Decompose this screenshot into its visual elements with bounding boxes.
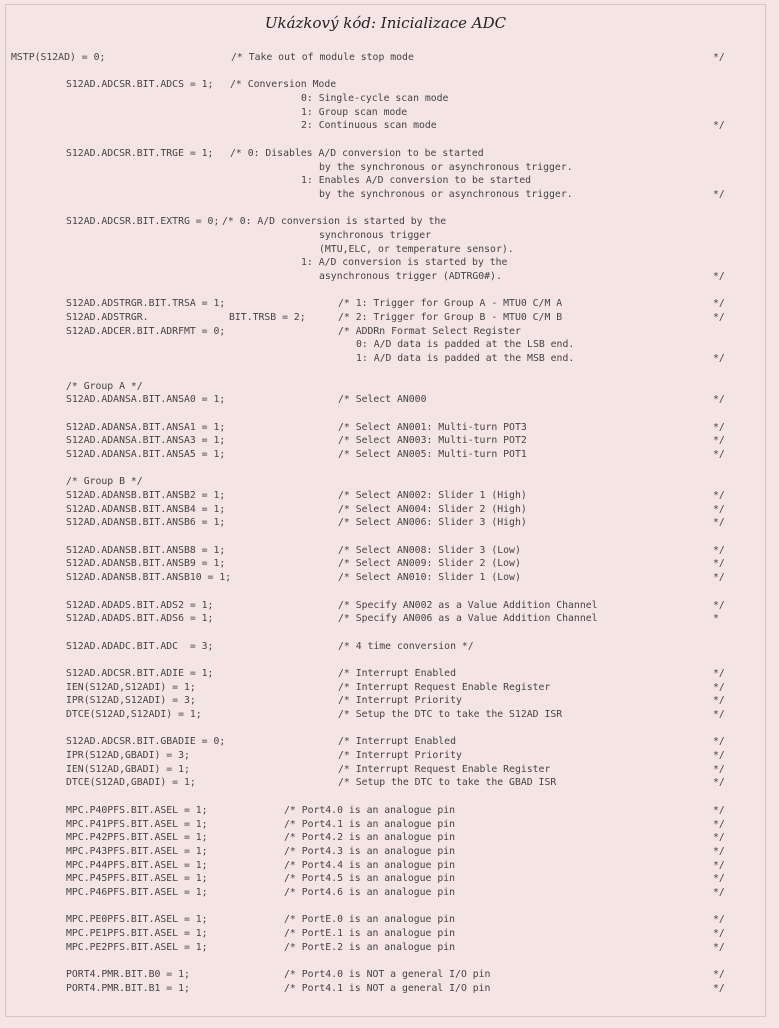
code-line xyxy=(11,708,761,722)
code-listing xyxy=(11,51,761,995)
comment-end: */ xyxy=(713,804,725,816)
comment-end: */ xyxy=(713,832,725,844)
code-comment: /* Interrupt Priority xyxy=(338,695,462,707)
code-comment: /* Port4.1 is an analogue pin xyxy=(284,818,456,830)
code-comment: /* Interrupt Priority xyxy=(338,750,462,762)
blank-line xyxy=(11,366,761,380)
comment-end: */ xyxy=(713,188,725,200)
code-comment: /* Select AN009: Slider 2 (Low) xyxy=(338,558,521,570)
comment-end: */ xyxy=(713,873,725,885)
comment-end: */ xyxy=(713,435,725,447)
code-statement: MPC.P43PFS.BIT.ASEL = 1; xyxy=(66,845,208,857)
comment-end: */ xyxy=(713,818,725,830)
code-comment: /* Port4.3 is an analogue pin xyxy=(284,845,456,857)
document-page xyxy=(5,4,766,1017)
code-comment: /* Port4.5 is an analogue pin xyxy=(284,873,456,885)
code-line xyxy=(11,297,761,311)
comment-end: */ xyxy=(713,490,725,501)
code-comment: 1: Group scan mode xyxy=(301,106,408,118)
code-line xyxy=(11,393,761,407)
code-statement: MPC.PE2PFS.BIT.ASEL = 1; xyxy=(66,941,208,953)
code-statement: S12AD.ADCSR.BIT.EXTRG = 0; xyxy=(66,216,220,228)
code-line xyxy=(11,78,761,92)
code-comment: /* PortE.0 is an analogue pin xyxy=(284,914,456,926)
code-line xyxy=(11,161,761,175)
code-statement: DTCE(S12AD,GBADI) = 1; xyxy=(66,777,196,789)
comment-end: */ xyxy=(713,298,725,310)
code-statement: S12AD.ADADS.BIT.ADS6 = 1; xyxy=(66,613,214,625)
code-line xyxy=(11,119,761,133)
blank-line xyxy=(11,462,761,476)
code-statement: S12AD.ADSTRGR. xyxy=(66,312,149,324)
code-statement: MSTP(S12AD) = 0; xyxy=(11,52,106,63)
code-statement: S12AD.ADADS.BIT.ADS2 = 1; xyxy=(66,599,214,611)
code-statement: /* Group B */ xyxy=(66,476,143,488)
code-comment: /* Interrupt Request Enable Register xyxy=(338,763,551,775)
code-statement: S12AD.ADANSB.BIT.ANSB10 = 1; xyxy=(66,572,232,584)
code-comment: /* Port4.0 is an analogue pin xyxy=(284,804,456,816)
code-statement: S12AD.ADANSA.BIT.ANSA5 = 1; xyxy=(66,448,226,460)
blank-line xyxy=(11,202,761,216)
blank-line xyxy=(11,722,761,736)
comment-end: */ xyxy=(713,982,725,994)
code-line xyxy=(11,229,761,243)
code-statement: MPC.P41PFS.BIT.ASEL = 1; xyxy=(66,818,208,830)
code-comment: /* Port4.6 is an analogue pin xyxy=(284,886,456,898)
code-line xyxy=(11,763,761,777)
code-comment: /* Select AN000 xyxy=(338,394,427,406)
code-statement: MPC.PE0PFS.BIT.ASEL = 1; xyxy=(66,914,208,926)
code-line xyxy=(11,968,761,982)
comment-end: */ xyxy=(713,928,725,939)
code-line xyxy=(11,215,761,229)
blank-line xyxy=(11,407,761,421)
code-statement: IEN(S12AD,S12ADI) = 1; xyxy=(66,681,196,693)
code-comment: /* Select AN005: Multi-turn POT1 xyxy=(338,448,527,460)
code-line xyxy=(11,147,761,161)
code-statement: S12AD.ADANSB.BIT.ANSB8 = 1; xyxy=(66,544,226,556)
code-comment: /* Select AN002: Slider 1 (High) xyxy=(338,490,527,501)
code-line xyxy=(11,434,761,448)
code-line xyxy=(11,188,761,202)
code-line xyxy=(11,516,761,530)
code-line xyxy=(11,913,761,927)
comment-end: */ xyxy=(713,777,725,789)
code-line xyxy=(11,243,761,257)
code-comment: /* Select AN008: Slider 3 (Low) xyxy=(338,544,521,556)
code-comment: /* Interrupt Enabled xyxy=(338,667,456,679)
code-line xyxy=(11,612,761,626)
code-line xyxy=(11,804,761,818)
comment-end: */ xyxy=(713,695,725,707)
blank-line xyxy=(11,626,761,640)
code-line xyxy=(11,448,761,462)
code-statement: S12AD.ADANSA.BIT.ANSA0 = 1; xyxy=(66,394,226,406)
code-comment: /* PortE.2 is an analogue pin xyxy=(284,941,456,953)
code-comment: /* 1: Trigger for Group A - MTU0 C/M A xyxy=(338,298,563,310)
code-statement: S12AD.ADCSR.BIT.GBADIE = 0; xyxy=(66,736,226,748)
comment-end: */ xyxy=(713,599,725,611)
code-line xyxy=(11,599,761,613)
code-line xyxy=(11,872,761,886)
comment-end: */ xyxy=(713,572,725,584)
code-comment: /* Conversion Mode xyxy=(230,79,337,91)
code-statement: S12AD.ADCER.BIT.ADRFMT = 0; xyxy=(66,325,226,337)
code-comment: 2: Continuous scan mode xyxy=(301,120,437,132)
code-comment: /* Specify AN002 as a Value Addition Channel xyxy=(338,599,598,611)
code-statement: S12AD.ADANSA.BIT.ANSA3 = 1; xyxy=(66,435,226,447)
comment-end: */ xyxy=(713,271,725,282)
comment-end: */ xyxy=(713,667,725,679)
comment-end: */ xyxy=(713,421,725,433)
code-comment: by the synchronous or asynchronous trigger. xyxy=(319,188,573,200)
code-comment: /* Specify AN006 as a Value Addition Channel xyxy=(338,613,598,625)
blank-line xyxy=(11,530,761,544)
comment-end: */ xyxy=(713,448,725,460)
code-statement: S12AD.ADADC.BIT.ADC = 3; xyxy=(66,640,214,652)
code-line xyxy=(11,338,761,352)
code-line xyxy=(11,818,761,832)
comment-end: */ xyxy=(713,312,725,324)
code-statement: S12AD.ADCSR.BIT.TRGE = 1; xyxy=(66,147,214,159)
code-line xyxy=(11,256,761,270)
code-statement: /* Group A */ xyxy=(66,380,143,392)
code-statement: S12AD.ADSTRGR.BIT.TRSA = 1; xyxy=(66,298,226,310)
code-line xyxy=(11,421,761,435)
code-statement: MPC.P40PFS.BIT.ASEL = 1; xyxy=(66,804,208,816)
code-comment: /* ADDRn Format Select Register xyxy=(338,325,521,337)
code-comment: /* Port4.1 is NOT a general I/O pin xyxy=(284,982,491,994)
code-line xyxy=(11,106,761,120)
comment-end: */ xyxy=(713,941,725,953)
comment-end: */ xyxy=(713,845,725,857)
code-line xyxy=(11,941,761,955)
comment-end: */ xyxy=(713,886,725,898)
code-comment: /* Select AN006: Slider 3 (High) xyxy=(338,517,527,529)
code-line xyxy=(11,667,761,681)
code-comment: /* PortE.1 is an analogue pin xyxy=(284,928,456,939)
code-line xyxy=(11,845,761,859)
blank-line xyxy=(11,790,761,804)
code-statement: S12AD.ADANSA.BIT.ANSA1 = 1; xyxy=(66,421,226,433)
code-comment: /* Port4.4 is an analogue pin xyxy=(284,859,456,871)
code-statement: S12AD.ADANSB.BIT.ANSB6 = 1; xyxy=(66,517,226,529)
code-comment: 1: A/D conversion is started by the xyxy=(301,257,508,269)
code-statement: S12AD.ADCSR.BIT.ADCS = 1; xyxy=(66,79,214,91)
comment-end: */ xyxy=(713,736,725,748)
code-comment: 0: Single-cycle scan mode xyxy=(301,93,449,105)
comment-end: */ xyxy=(713,558,725,570)
comment-end: */ xyxy=(713,750,725,762)
blank-line xyxy=(11,900,761,914)
code-line xyxy=(11,174,761,188)
comment-end: */ xyxy=(713,394,725,406)
code-line xyxy=(11,982,761,996)
code-line xyxy=(11,927,761,941)
code-comment: asynchronous trigger (ADTRG0#). xyxy=(319,271,502,282)
code-line xyxy=(11,380,761,394)
code-comment: /* Select AN004: Slider 2 (High) xyxy=(338,503,527,515)
comment-end: * xyxy=(713,613,719,625)
code-statement: PORT4.PMR.BIT.B1 = 1; xyxy=(66,982,190,994)
code-line xyxy=(11,859,761,873)
code-comment: by the synchronous or asynchronous trigger. xyxy=(319,161,573,173)
code-comment: 1: A/D data is padded at the MSB end. xyxy=(356,353,575,365)
code-statement: IEN(S12AD,GBADI) = 1; xyxy=(66,763,190,775)
comment-end: */ xyxy=(713,709,725,720)
code-comment: /* Setup the DTC to take the GBAD ISR xyxy=(338,777,557,789)
code-line xyxy=(11,886,761,900)
code-line xyxy=(11,311,761,325)
code-comment: /* Port4.2 is an analogue pin xyxy=(284,832,456,844)
code-line xyxy=(11,694,761,708)
code-line xyxy=(11,544,761,558)
code-statement: MPC.P45PFS.BIT.ASEL = 1; xyxy=(66,873,208,885)
blank-line xyxy=(11,653,761,667)
code-comment: /* 0: A/D conversion is started by the xyxy=(222,216,447,228)
comment-end: */ xyxy=(713,353,725,365)
blank-line xyxy=(11,284,761,298)
code-statement: IPR(S12AD,S12ADI) = 3; xyxy=(66,695,196,707)
code-line xyxy=(11,831,761,845)
comment-end: */ xyxy=(713,763,725,775)
code-statement: PORT4.PMR.BIT.B0 = 1; xyxy=(66,969,190,981)
code-comment: /* Interrupt Request Enable Register xyxy=(338,681,551,693)
code-line xyxy=(11,270,761,284)
code-comment: /* Interrupt Enabled xyxy=(338,736,456,748)
code-statement: MPC.P42PFS.BIT.ASEL = 1; xyxy=(66,832,208,844)
code-comment: (MTU,ELC, or temperature sensor). xyxy=(319,243,514,255)
code-comment: /* Port4.0 is NOT a general I/O pin xyxy=(284,969,491,981)
code-comment: /* Select AN003: Multi-turn POT2 xyxy=(338,435,527,447)
blank-line xyxy=(11,954,761,968)
code-line xyxy=(11,749,761,763)
code-statement: IPR(S12AD,GBADI) = 3; xyxy=(66,750,190,762)
code-statement: S12AD.ADCSR.BIT.ADIE = 1; xyxy=(66,667,214,679)
code-line xyxy=(11,776,761,790)
code-comment: /* Take out of module stop mode xyxy=(231,52,414,63)
code-line xyxy=(11,51,761,65)
code-comment: /* Setup the DTC to take the S12AD ISR xyxy=(338,709,563,720)
code-line xyxy=(11,489,761,503)
code-line xyxy=(11,640,761,654)
comment-end: */ xyxy=(713,969,725,981)
code-statement: S12AD.ADANSB.BIT.ANSB4 = 1; xyxy=(66,503,226,515)
code-line xyxy=(11,475,761,489)
code-comment: /* 0: Disables A/D conversion to be started xyxy=(230,147,484,159)
blank-line xyxy=(11,65,761,79)
code-statement-continuation: BIT.TRSB = 2; xyxy=(229,312,306,324)
comment-end: */ xyxy=(713,517,725,529)
comment-end: */ xyxy=(713,914,725,926)
code-line xyxy=(11,571,761,585)
code-line xyxy=(11,352,761,366)
code-line xyxy=(11,557,761,571)
comment-end: */ xyxy=(713,120,725,132)
code-line xyxy=(11,325,761,339)
code-statement: S12AD.ADANSB.BIT.ANSB9 = 1; xyxy=(66,558,226,570)
code-line xyxy=(11,681,761,695)
code-comment: /* 2: Trigger for Group B - MTU0 C/M B xyxy=(338,312,563,324)
code-comment: 1: Enables A/D conversion to be started xyxy=(301,175,532,187)
code-statement: S12AD.ADANSB.BIT.ANSB2 = 1; xyxy=(66,490,226,501)
comment-end: */ xyxy=(713,503,725,515)
code-statement: DTCE(S12AD,S12ADI) = 1; xyxy=(66,709,202,720)
comment-end: */ xyxy=(713,859,725,871)
code-comment: synchronous trigger xyxy=(319,229,432,241)
code-comment: /* Select AN001: Multi-turn POT3 xyxy=(338,421,527,433)
blank-line xyxy=(11,133,761,147)
code-line xyxy=(11,735,761,749)
page-title: Ukázkový kód: Inicializace ADC xyxy=(264,14,507,32)
code-line xyxy=(11,503,761,517)
code-statement: MPC.PE1PFS.BIT.ASEL = 1; xyxy=(66,928,208,939)
code-comment: /* 4 time conversion */ xyxy=(338,640,474,652)
code-statement: MPC.P44PFS.BIT.ASEL = 1; xyxy=(66,859,208,871)
code-statement: MPC.P46PFS.BIT.ASEL = 1; xyxy=(66,886,208,898)
comment-end: */ xyxy=(713,681,725,693)
code-line xyxy=(11,92,761,106)
comment-end: */ xyxy=(713,52,725,63)
blank-line xyxy=(11,585,761,599)
code-comment: 0: A/D data is padded at the LSB end. xyxy=(356,339,575,351)
comment-end: */ xyxy=(713,544,725,556)
code-comment: /* Select AN010: Slider 1 (Low) xyxy=(338,572,521,584)
